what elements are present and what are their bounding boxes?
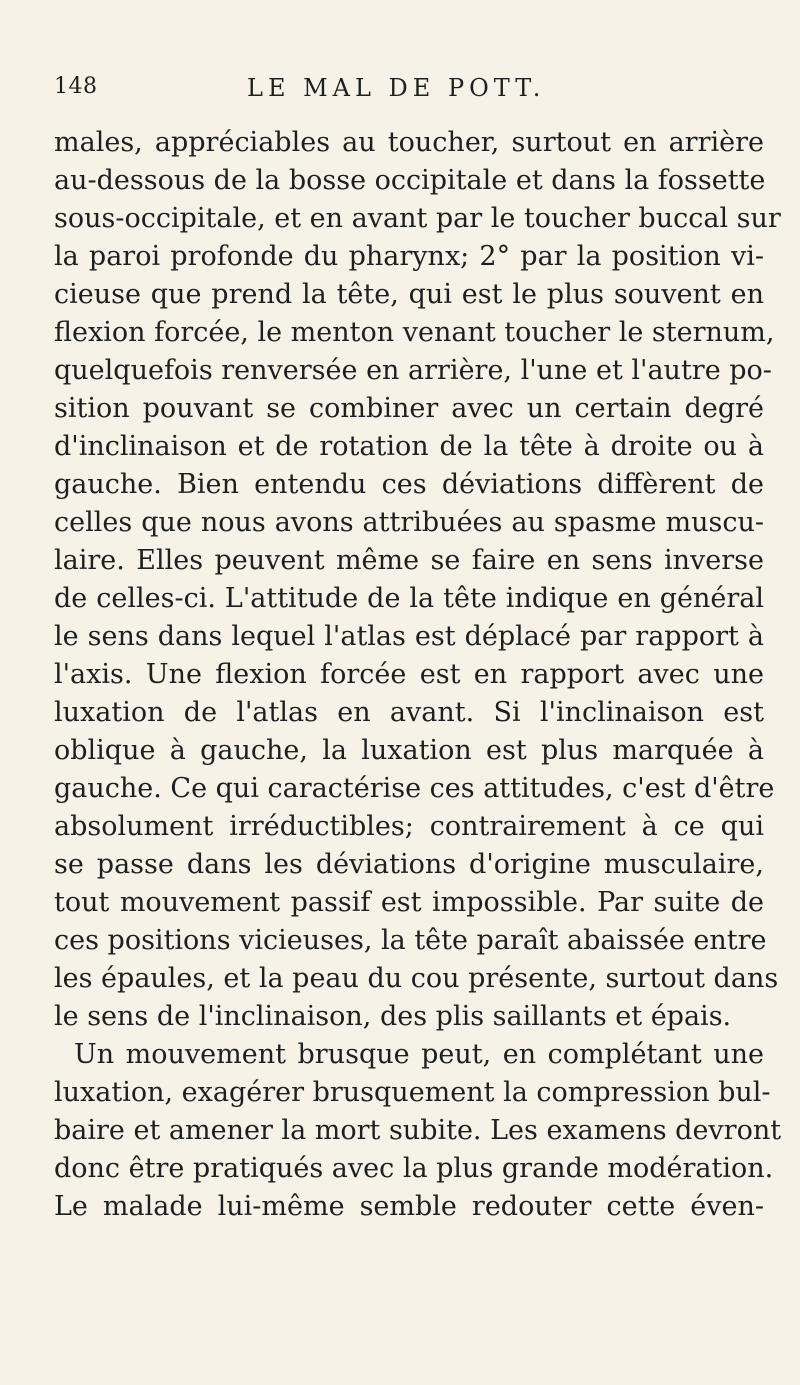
text-line: donc être pratiqués avec la plus grande modération. (54, 1153, 774, 1184)
running-title: LE MAL DE POTT. (247, 74, 546, 102)
text-line: Le malade lui-même semble redouter cette éven- (54, 1191, 764, 1222)
text-line: de celles-ci. L'attitude de la tête indique en général (54, 583, 764, 614)
text-line: cieuse que prend la tête, qui est le plus souvent en (54, 279, 764, 310)
text-line: se passe dans les déviations d'origine musculaire, (54, 849, 764, 880)
page-number: 148 (54, 74, 98, 99)
text-line: gauche. Ce qui caractérise ces attitudes, c'est d'être (54, 773, 775, 804)
text-line: Un mouvement brusque peut, en complétant une (74, 1039, 764, 1070)
text-line: oblique à gauche, la luxation est plus marquée à (54, 735, 764, 766)
text-line: tout mouvement passif est impossible. Par suite de (54, 887, 764, 918)
text-line: luxation, exagérer brusquement la compression bul- (54, 1077, 771, 1108)
text-line: le sens de l'inclinaison, des plis saillants et épais. (54, 1001, 732, 1032)
text-line: gauche. Bien entendu ces déviations diffèrent de (54, 469, 764, 500)
text-line: laire. Elles peuvent même se faire en sens inverse (54, 545, 764, 576)
page-header (0, 74, 800, 114)
text-line: absolument irréductibles; contrairement à ce qui (54, 811, 764, 842)
text-line: le sens dans lequel l'atlas est déplacé par rapport à (54, 621, 764, 652)
text-line: celles que nous avons attribuées au spasme muscu- (54, 507, 764, 538)
text-line: au-dessous de la bosse occipitale et dans la fossette (54, 165, 766, 196)
text-line: sition pouvant se combiner avec un certain degré (54, 393, 764, 424)
text-line: d'inclinaison et de rotation de la tête à droite ou à (54, 431, 764, 462)
text-line: la paroi profonde du pharynx; 2° par la position vi- (54, 241, 764, 272)
text-line: ces positions vicieuses, la tête paraît abaissée entre (54, 925, 767, 956)
text-line: les épaules, et la peau du cou présente, surtout dans (54, 963, 779, 994)
text-line: l'axis. Une flexion forcée est en rapport avec une (54, 659, 764, 690)
text-line: quelquefois renversée en arrière, l'une et l'autre po- (54, 355, 772, 386)
text-line: luxation de l'atlas en avant. Si l'inclinaison est (54, 697, 764, 728)
text-line: baire et amener la mort subite. Les examens devront (54, 1115, 782, 1146)
text-line: flexion forcée, le menton venant toucher le sternum, (54, 317, 775, 348)
text-line: males, appréciables au toucher, surtout en arrière (54, 127, 764, 158)
text-line: sous-occipitale, et en avant par le toucher buccal sur (54, 203, 781, 234)
